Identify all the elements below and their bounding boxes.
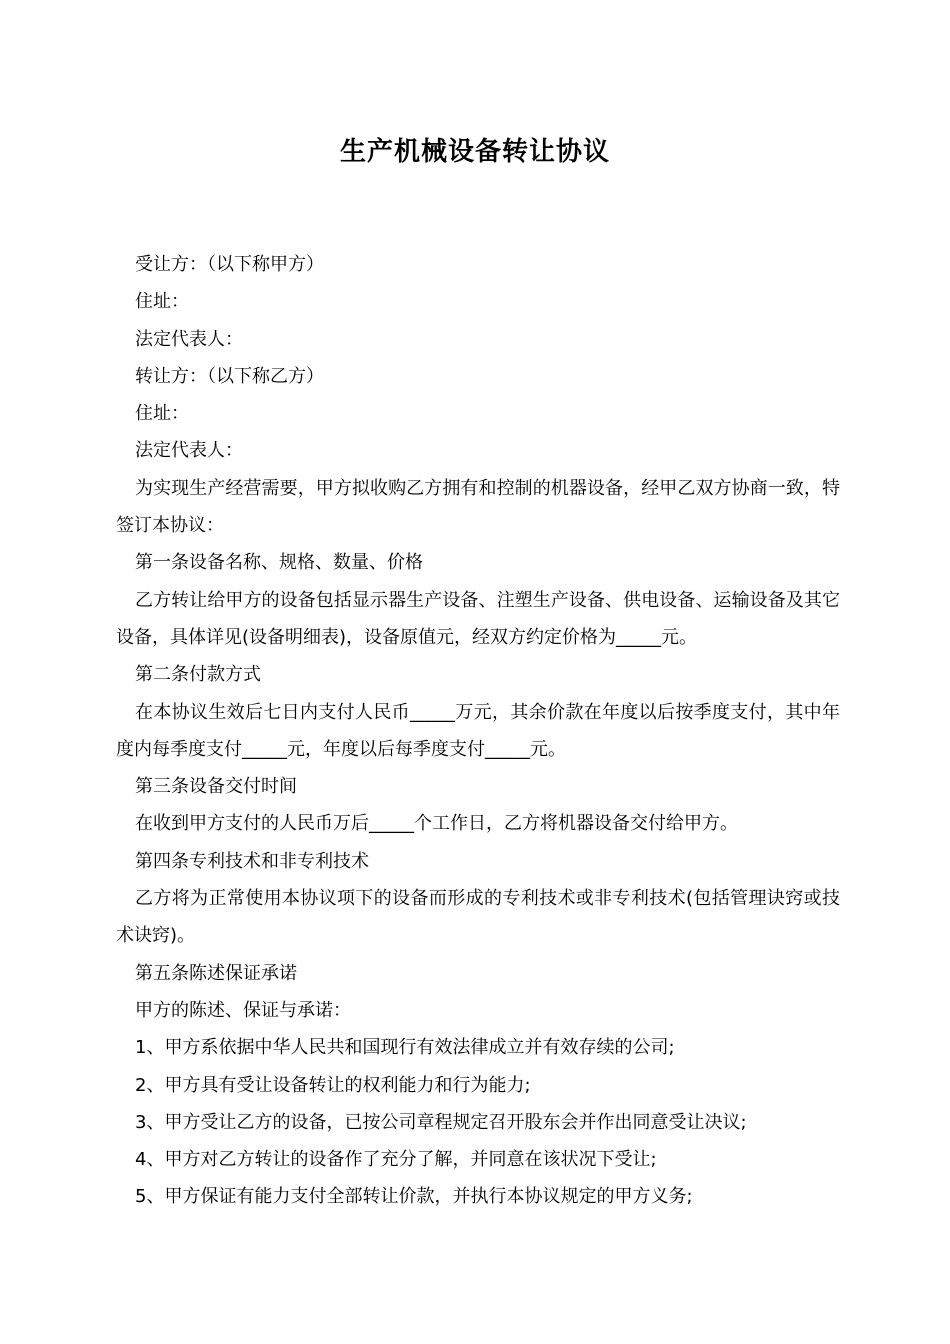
party-a-warranties-intro: 甲方的陈述、保证与承诺： (135, 999, 351, 1021)
warranty-item-3: 3、甲方受让乙方的设备，已按公司章程规定召开股东会并作出同意受让决议; (135, 1111, 747, 1133)
party-b-representative: 法定代表人： (135, 440, 243, 462)
party-a-address: 住址： (135, 291, 189, 313)
preamble-paragraph: 为实现生产经营需要，甲方拟收购乙方拥有和控制的机器设备，经甲乙双方协商一致，特签订本协议： (116, 477, 840, 537)
article-2-body: 在本协议生效后七日内支付人民币_____万元，其余价款在年度以后按季度支付，其中年度内每季度支付_____元，年度以后每季度支付_____元。 (116, 701, 840, 760)
party-a-label: 受让方：（以下称甲方） (135, 254, 324, 275)
warranty-item-2: 2、甲方具有受让设备转让的权利能力和行为能力; (135, 1074, 531, 1096)
article-5-heading: 第五条陈述保证承诺 (135, 962, 297, 984)
document-title: 生产机械设备转让协议 (339, 137, 610, 167)
warranty-item-1: 1、甲方系依据中华人民共和国现行有效法律成立并有效存续的公司; (135, 1037, 675, 1059)
article-4-heading: 第四条专利技术和非专利技术 (135, 850, 369, 872)
party-b-label: 转让方：（以下称乙方） (135, 365, 324, 387)
article-3-body: 在收到甲方支付的人民币万后_____个工作日，乙方将机器设备交付给甲方。 (135, 813, 738, 835)
article-3-heading: 第三条设备交付时间 (135, 776, 297, 798)
document-body (116, 246, 840, 1216)
warranty-item-5: 5、甲方保证有能力支付全部转让价款，并执行本协议规定的甲方义务; (135, 1186, 693, 1208)
party-a-representative: 法定代表人： (135, 328, 243, 350)
party-b-address: 住址： (135, 403, 189, 425)
article-1-heading: 第一条设备名称、规格、数量、价格 (135, 552, 423, 574)
article-2-heading: 第二条付款方式 (135, 664, 261, 686)
warranty-item-4: 4、甲方对乙方转让的设备作了充分了解，并同意在该状况下受让; (135, 1149, 657, 1171)
article-4-body: 乙方将为正常使用本协议项下的设备而形成的专利技术或非专利技术(包括管理诀窍或技术诀窍)。 (116, 888, 840, 947)
article-1-body: 乙方转让给甲方的设备包括显示器生产设备、注塑生产设备、供电设备、运输设备及其它设备，具体详见(设备明细表)，设备原值元，经双方约定价格为_____元。 (116, 589, 840, 648)
